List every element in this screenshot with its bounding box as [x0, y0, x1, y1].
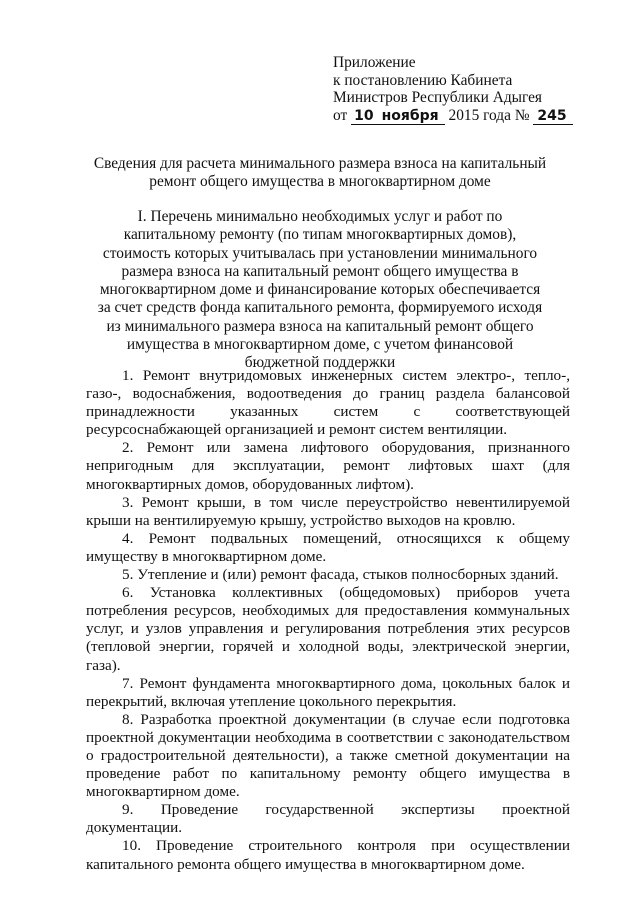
list-item: 3. Ремонт крыши, в том числе переустройство невентилируемой крыши на вентилируемую крышу, устройство выходов на кровлю. — [86, 493, 570, 529]
date-month: ноября — [376, 109, 445, 125]
title-line-2: ремонт общего имущества в многоквартирном доме — [149, 173, 491, 190]
date-year-suffix: 2015 года № — [448, 106, 530, 124]
decree-number: 245 — [533, 109, 572, 125]
appendix-line-1: Приложение — [333, 54, 416, 71]
services-list — [86, 367, 570, 874]
list-item: 5. Утепление и (или) ремонт фасада, стыков полносборных зданий. — [122, 566, 559, 584]
list-item: 2. Ремонт или замена лифтового оборудования, признанного непригодным для эксплуатации, ремонт лифтовых шахт (для многоквартирных домов, оборудованных лифтом). — [86, 439, 570, 493]
document-title — [90, 155, 550, 191]
list-item: 6. Установка коллективных (общедомовых) приборов учета потребления ресурсов, необходимых для предоставления коммунальных услуг, и узлов управления и регулирования потребления этих ресурсов (тепловой энергии, горячей и холодной воды, электрической энергии, газа). — [86, 584, 570, 674]
list-item: 9. Проведение государственной экспертизы проектной документации. — [86, 801, 570, 837]
appendix-line-2: к постановлению Кабинета — [333, 71, 513, 89]
list-item: 1. Ремонт внутридомовых инженерных систем электро-, тепло-, газо-, водоснабжения, водоотведения до границ раздела балансовой принадлежности указанных систем с соответствующей ресурсоснабжающей организацией и ремонт систем вентиляции. — [86, 367, 570, 439]
appendix-date-line — [333, 107, 573, 125]
date-day: 10 — [351, 109, 375, 125]
list-item: 8. Разработка проектной документации (в случае если подготовка проектной документации необходима в соответствии с законодательством о градостроительной деятельности), а также сметной документации на проведение работ по капитальному ремонту общего имущества в многоквартирном доме. — [86, 710, 570, 801]
appendix-block — [333, 54, 573, 125]
list-item: 10. Проведение строительного контроля при осуществлении капитального ремонта общего имущества в многоквартирном доме. — [86, 837, 570, 873]
section-heading: I. Перечень минимально необходимых услуг и работ по капитальному ремонту (по типам многоквартирных домов), стоимость которых учитывалась при установлении минимального размера взноса на капитальный ремонт общего имущества в многоквартирном доме и финансирование которых обеспечивается за счет средств фонда капитального ремонта, формируемого исходя из минимального размера взноса на капитальный ремонт общего имущества в многоквартирном доме, с учетом финансовой бюджетной поддержки — [97, 208, 543, 372]
list-item: 7. Ремонт фундамента многоквартирного дома, цокольных балок и перекрытий, включая утепление цокольного перекрытия. — [86, 674, 570, 710]
title-line-1: Сведения для расчета минимального размера взноса на капитальный — [93, 155, 547, 172]
date-prefix: от — [333, 106, 348, 124]
list-item: 4. Ремонт подвальных помещений, относящихся к общему имуществу в многоквартирном доме. — [86, 529, 570, 565]
appendix-line-3: Министров Республики Адыгея — [333, 89, 543, 107]
